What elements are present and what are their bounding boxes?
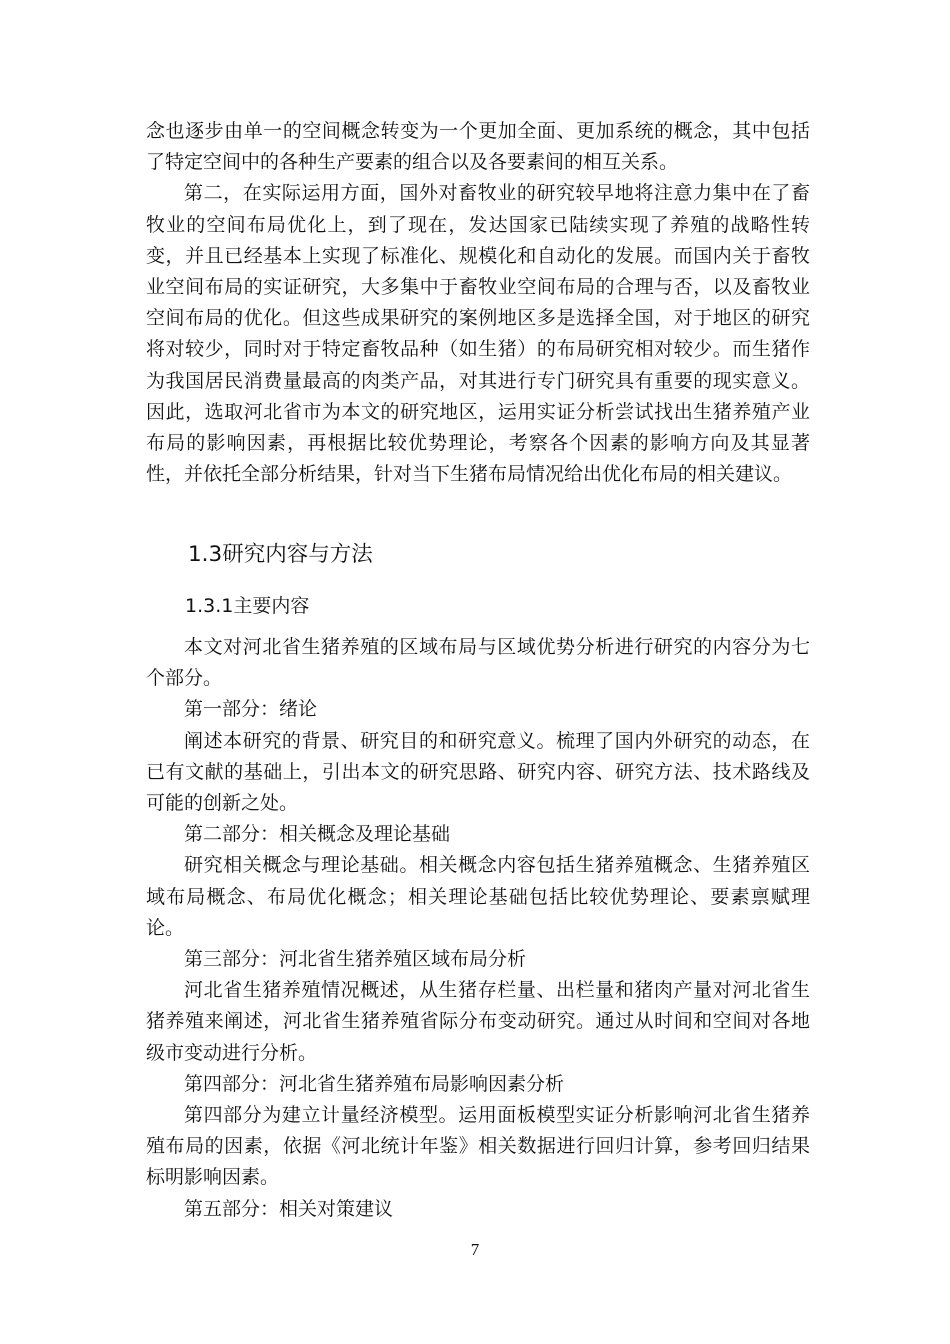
part-heading-2: 第二部分：相关概念及理论基础	[184, 823, 451, 846]
page-number: 7	[470, 1240, 480, 1259]
subsection-heading: 1.3.1主要内容	[185, 595, 310, 617]
paragraph-intro: 本文对河北省生猪养殖的区域布局与区域优势分析进行研究的内容分为七个部分。	[146, 636, 810, 690]
paragraph-part-4: 第四部分为建立计量经济模型。运用面板模型实证分析影响河北省生猪养殖布局的因素，依据《河北统计年鉴》相关数据进行回归计算，参考回归结果标明影响因素。	[146, 1104, 810, 1189]
part-heading-1: 第一部分：绪论	[184, 698, 318, 721]
part-heading-4: 第四部分：河北省生猪养殖布局影响因素分析	[184, 1072, 565, 1095]
section-heading: 1.3研究内容与方法	[188, 542, 373, 567]
paragraph-part-1: 阐述本研究的背景、研究目的和研究意义。梳理了国内外研究的动态，在已有文献的基础上，引出本文的研究思路、研究内容、研究方法、技术路线及可能的创新之处。	[146, 729, 810, 815]
paragraph-second-point: 第二，在实际运用方面，国外对畜牧业的研究较早地将注意力集中在了畜牧业的空间布局优化上，到了现在，发达国家已陆续实现了养殖的战略性转变，并且已经基本上实现了标准化、规模化和自动化的发展。而国内关于畜牧业空间布局的实证研究，大多集中于畜牧业空间布局的合理与否，以及畜牧业空间布局的优化。但这些成果研究的案例地区多是选择全国，对于地区的研究将对较少，同时对于特定畜牧品种（如生猪）的布局研究相对较少。而生猪作为我国居民消费量最高的肉类产品，对其进行专门研究具有重要的现实意义。因此，选取河北省市为本文的研究地区，运用实证分析尝试找出生猪养殖产业布局的影响因素，再根据比较优势理论，考察各个因素的影响方向及其显著性，并依托全部分析结果，针对当下生猪布局情况给出优化布局的相关建议。	[146, 182, 810, 486]
part-heading-5: 第五部分：相关对策建议	[184, 1197, 394, 1220]
body-text-top	[146, 116, 810, 490]
part-heading-3: 第三部分：河北省生猪养殖区域布局分析	[184, 948, 527, 971]
paragraph-continuation: 念也逐步由单一的空间概念转变为一个更加全面、更加系统的概念，其中包括了特定空间中的各种生产要素的组合以及各要素间的相互关系。	[146, 120, 810, 174]
paragraph-part-3: 河北省生猪养殖情况概述，从生猪存栏量、出栏量和猪肉产量对河北省生猪养殖来阐述，河北省生猪养殖省际分布变动研究。通过从时间和空间对各地级市变动进行分析。	[146, 979, 810, 1064]
paragraph-part-2: 研究相关概念与理论基础。相关概念内容包括生猪养殖概念、生猪养殖区域布局概念、布局优化概念；相关理论基础包括比较优势理论、要素禀赋理论。	[146, 854, 810, 939]
body-text-main	[146, 632, 810, 1225]
